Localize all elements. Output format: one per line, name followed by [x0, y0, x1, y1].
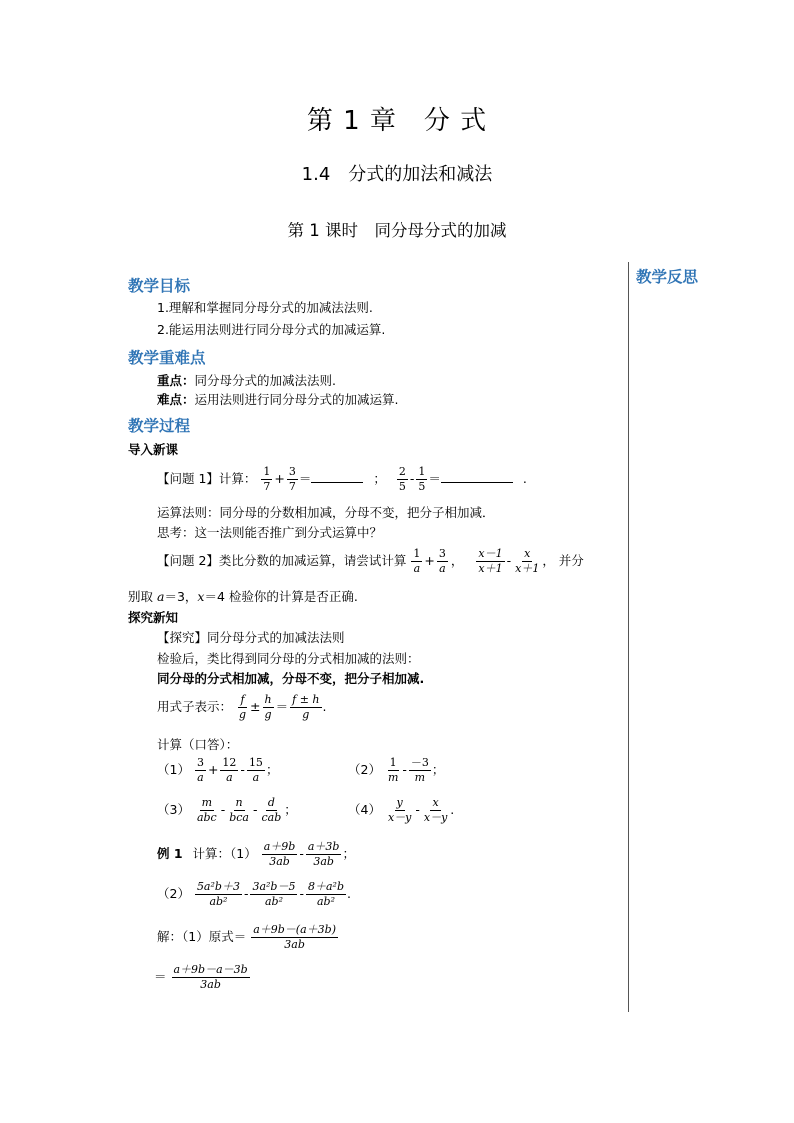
fraction: $\frac{1}{a}$	[413, 547, 421, 576]
fraction: $\frac{12}{a}$	[222, 756, 237, 785]
problem-2-line-2: 别取 a＝3，x＝4 检验你的计算是否正确.	[128, 589, 358, 604]
explore-line: 【探究】同分母分式的加减法法则	[157, 630, 345, 645]
oral-label: 计算（口答）：	[157, 737, 239, 752]
fraction: $\frac{2}{5}$	[398, 465, 406, 494]
focus-label: 重点：	[157, 373, 195, 388]
fraction: $\frac{a+3b}{3ab}$	[307, 840, 340, 869]
keypoints-heading: 教学重难点	[128, 349, 206, 367]
fraction: $\frac{n}{\text{bca}}$	[229, 796, 249, 825]
fraction: $\frac{15}{a}$	[248, 756, 263, 785]
objective-item-2: 2.能运用法则进行同分母分式的加减运算.	[157, 322, 386, 337]
fraction: $\frac{f \pm h}{g}$	[292, 693, 320, 722]
fraction: $\frac{f}{g}$	[239, 693, 247, 722]
objectives-heading: 教学目标	[128, 277, 191, 295]
fraction: $\frac{1}{5}$	[418, 465, 426, 494]
problem-2: 【问题 2】类比分数的加减运算，请尝试计算 $\frac{1}{a}$ + $\frac{3}{a}$ ， $\frac{x-1}{x+1}$ - $\frac{x}{x+1}$ ， 并分	[157, 547, 584, 576]
focus-line	[157, 371, 336, 389]
fraction: $\frac{3}{a}$	[438, 547, 446, 576]
formula-label: 用式子表示：	[157, 699, 233, 715]
oral-problem-4: （4） $\frac{y}{x-y}$ - $\frac{x}{x-y}$ .	[348, 796, 455, 825]
section-title: 1.4 分式的加法和减法	[301, 164, 493, 185]
oral-problem-1: （1） $\frac{3}{a}$ + $\frac{12}{a}$ - $\frac{15}{a}$ ；	[157, 756, 279, 785]
fraction: $\frac{a+9b-(a+3b)}{3ab}$	[253, 923, 336, 952]
check-line: 检验后，类比得到同分母的分式相加减的法则：	[157, 651, 420, 666]
intro-heading: 导入新课	[128, 442, 179, 457]
example-1: 例 1 计算：（1） $\frac{a+9b}{3ab}$ - $\frac{a+3b}{3ab}$ ；	[157, 840, 355, 869]
fraction: $\frac{3}{7}$	[288, 465, 296, 494]
answer-blank	[441, 482, 513, 483]
example-1-part-2: （2） $\frac{\text{5a²b＋3}}{\text{ab²}}$ - $\frac{\text{3a²b－5}}{\text{ab²}}$ - $\frac{\text{8＋a²b}}{\text{ab²}}$ .	[157, 880, 351, 909]
column-divider	[628, 262, 629, 1012]
fraction: $\frac{x}{x-y}$	[423, 796, 448, 825]
difficulty-line	[157, 390, 399, 408]
fraction: $\frac{\text{3a²b－5}}{\text{ab²}}$	[252, 880, 296, 909]
rule-text: 运算法则：同分母的分数相加减，分母不变，把分子相加减．	[157, 505, 495, 520]
formula-line: 用式子表示： $\frac{f}{g}$ ± $\frac{h}{g}$ ＝ $\frac{f \pm h}{g}$ .	[157, 693, 327, 722]
process-heading: 教学过程	[128, 417, 191, 435]
oral-problem-3: （3） $\frac{m}{\text{abc}}$ - $\frac{n}{\text{bca}}$ - $\frac{d}{\text{cab}}$ ；	[157, 796, 297, 825]
fraction: $\frac{\text{5a²b＋3}}{\text{ab²}}$	[196, 880, 240, 909]
fraction: $\frac{a+9b-a-3b}{3ab}$	[173, 963, 248, 992]
example-label: 例 1	[157, 846, 183, 862]
fraction: $\frac{\text{8＋a²b}}{\text{ab²}}$	[308, 880, 345, 909]
fraction: $\frac{h}{g}$	[264, 693, 272, 722]
fraction: $\frac{1}{7}$	[263, 465, 271, 494]
fraction: $\frac{x-1}{x+1}$	[478, 547, 503, 576]
fraction: $\frac{m}{\text{abc}}$	[196, 796, 217, 825]
focus-text: 同分母分式的加减法法则.	[194, 373, 336, 388]
answer-blank	[311, 482, 363, 483]
solution-line-1: 解：（1）原式＝ $\frac{a+9b-(a+3b)}{3ab}$	[157, 923, 336, 952]
problem-2-label: 【问题 2】类比分数的加减运算，请尝试计算	[157, 553, 407, 569]
fraction: $\frac{d}{\text{cab}}$	[261, 796, 282, 825]
fraction: $\frac{-3}{m}$	[410, 756, 429, 785]
chapter-title: 第 1 章 分 式	[306, 106, 488, 136]
fraction: $\frac{1}{m}$	[387, 756, 399, 785]
fraction: $\frac{3}{a}$	[196, 756, 204, 785]
solution-line-2: ＝ $\frac{a+9b-a-3b}{3ab}$	[154, 963, 248, 992]
fraction: $\frac{y}{x-y}$	[387, 796, 412, 825]
explore-heading: 探究新知	[128, 610, 179, 625]
problem-1-label: 【问题 1】计算：	[157, 471, 257, 487]
fraction: $\frac{a+9b}{3ab}$	[263, 840, 296, 869]
fraction: $\frac{x}{x+1}$	[515, 547, 540, 576]
reflection-label: 教学反思	[636, 268, 699, 286]
difficulty-label: 难点：	[157, 392, 195, 407]
rule-bold: 同分母的分式相加减，分母不变，把分子相加减.	[157, 671, 425, 686]
lesson-title: 第 1 课时 同分母分式的加减	[287, 221, 507, 240]
difficulty-text: 运用法则进行同分母分式的加减运算.	[194, 392, 399, 407]
problem-1: 【问题 1】计算： $\frac{1}{7}$ + $\frac{3}{7}$ ＝ ； $\frac{2}{5}$ - $\frac{1}{5}$ ＝ .	[157, 465, 527, 494]
think-text: 思考：这一法则能否推广到分式运算中？	[157, 525, 383, 540]
objective-item-1: 1.理解和掌握同分母分式的加减法法则.	[157, 300, 373, 315]
oral-problem-2: （2） $\frac{1}{m}$ - $\frac{-3}{m}$ ；	[348, 756, 445, 785]
